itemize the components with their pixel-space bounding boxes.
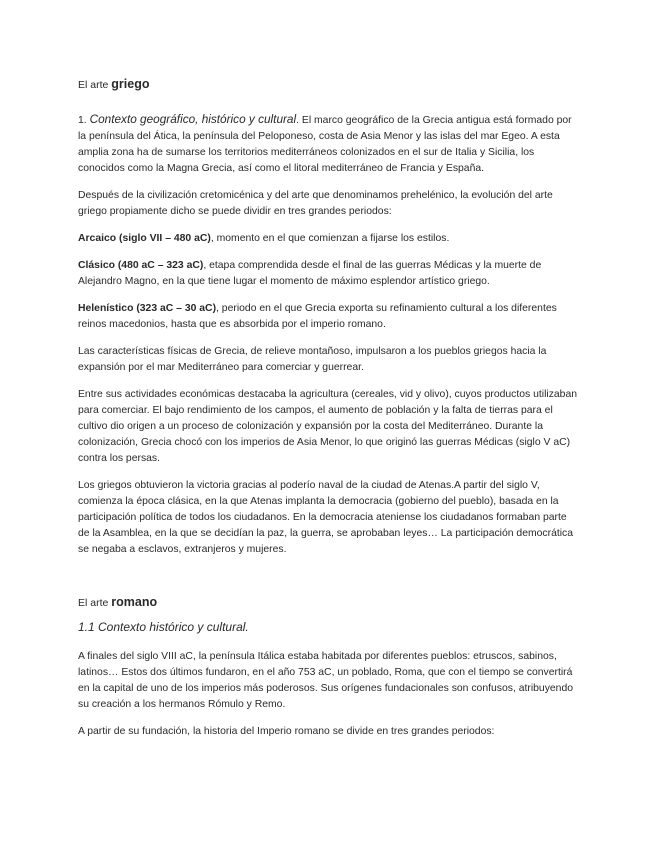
section-title-roman <box>78 594 579 611</box>
paragraph-physical: Las características físicas de Grecia, de relieve montañoso, impulsaron a los pueblos griegos hacia la expansión por el mar Mediterráneo para comerciar y guerrear. <box>78 346 547 373</box>
paragraph-roman-periods: A partir de su fundación, la historia del Imperio romano se divide en tres grandes periodos: <box>78 726 495 737</box>
period-archaic-label: Arcaico (siglo VII – 480 aC) <box>78 233 211 244</box>
paragraph-hellenistic <box>78 301 579 333</box>
section-title-main: romano <box>111 595 158 609</box>
intro-number: 1. <box>78 115 90 126</box>
intro-italic-heading: Contexto geográfico, histórico y cultural <box>89 112 297 126</box>
section-title-greek <box>78 76 579 93</box>
period-archaic-text: , momento en el que comienzan a fijarse los estilos. <box>210 233 450 244</box>
period-hellenistic-label: Helenístico (323 aC – 30 aC) <box>78 303 217 314</box>
section-title-prefix: El arte <box>78 79 112 91</box>
period-classic-text: , etapa comprendida desde el final de las guerras Médicas y la muerte de Alejandro Magno, en la que tiene lugar el momento de máximo esplendor artístico griego. <box>78 260 542 287</box>
section-title-prefix: El arte <box>78 597 112 609</box>
period-hellenistic-text: , periodo en el que Grecia exporta su refinamiento cultural a los diferentes reinos macedonios, hasta que es absorbida por el imperio romano. <box>78 303 557 330</box>
paragraph-roman-origins: A finales del siglo VIII aC, la península Itálica estaba habitada por diferentes pueblos: etruscos, sabinos, latinos… Estos dos últimos fundaron, en el año 753 aC, un poblado, Roma, que con el tiempo se convertirá en la capital de uno de los imperios más poderosos. Sus orígenes fundacionales son confusos, atribuyendo su creación a los hermanos Rómulo y Remo. <box>78 651 574 710</box>
paragraph-archaic <box>78 231 579 247</box>
paragraph-periods-intro: Después de la civilización cretomicénica y del arte que denominamos prehelénico, la evolución del arte griego propiamente dicho se puede dividir en tres grandes periodos: <box>78 190 553 217</box>
section-title-main: griego <box>111 77 150 91</box>
paragraph-context <box>78 111 579 177</box>
period-classic-label: Clásico (480 aC – 323 aC) <box>78 260 204 271</box>
intro-text: . El marco geográfico de la Grecia antigua está formado por la península del Ática, la península del Peloponeso, costa de Asia Menor y las islas del mar Egeo. A esta amplia zona ha de sumarse los territorios mediterráneos colonizados en el sur de Italia y Sicilia, los conocidos como la Magna Grecia, así como el litoral mediterráneo de Francia y España. <box>78 115 572 174</box>
paragraph-classic <box>78 258 579 290</box>
paragraph-economy: Entre sus actividades económicas destacaba la agricultura (cereales, vid y olivo), cuyos productos utilizaban para comerciar. El bajo rendimiento de los campos, el aumento de población y la falta de tierras para el cultivo dio origen a un proceso de colonización y expansión por la costa del Mediterráneo. Durante la colonización, Grecia chocó con los imperios de Asia Menor, lo que originó las guerras Médicas (siglo V aC) contra los persas. <box>78 389 578 464</box>
paragraph-athens: Los griegos obtuvieron la victoria gracias al poderío naval de la ciudad de Atenas.A partir del siglo V, comienza la época clásica, en la que Atenas implanta la democracia (gobierno del pueblo), basada en la participación política de todos los ciudadanos. En la democracia ateniense los ciudadanos formaban parte de la Asamblea, en la que se decidían la paz, la guerra, se aprobaban leyes… La participación democrática se negaba a esclavos, extranjeros y mujeres. <box>78 480 574 555</box>
subsection-title-roman-context: 1.1 Contexto histórico y cultural. <box>78 620 249 634</box>
